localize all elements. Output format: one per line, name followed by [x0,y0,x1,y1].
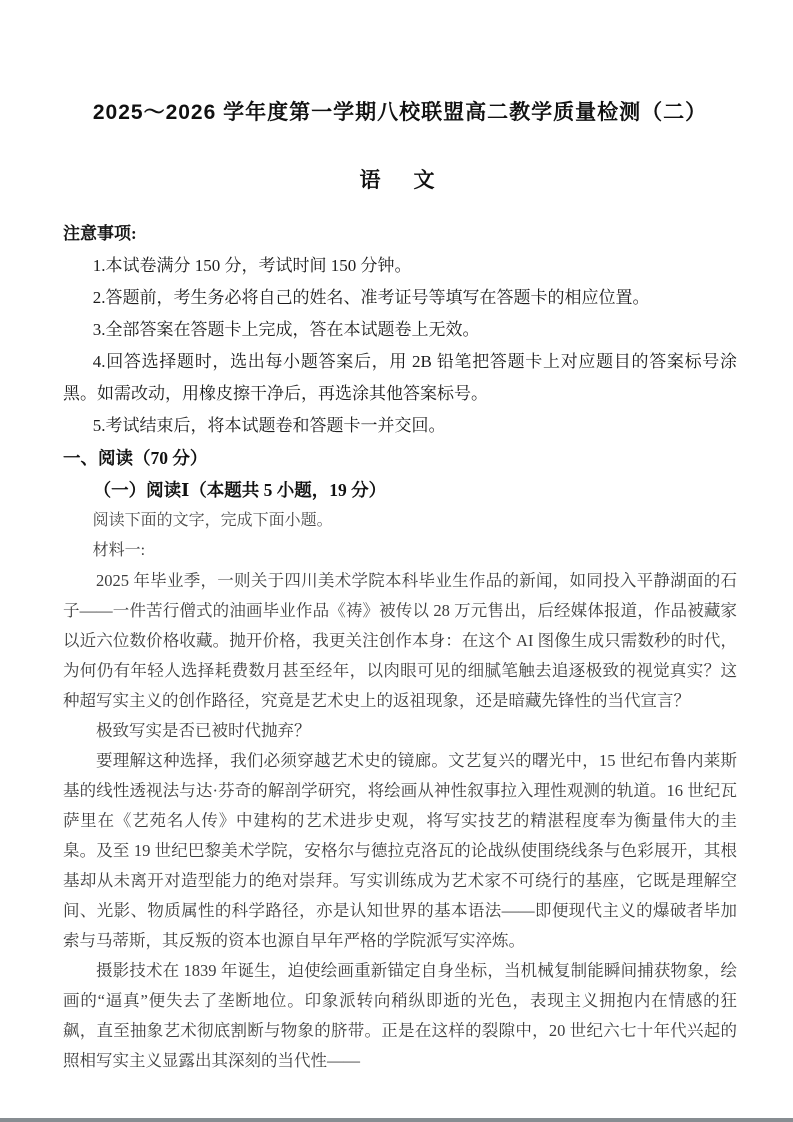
material-paragraph-1: 2025 年毕业季，一则关于四川美术学院本科毕业生作品的新闻，如同投入平静湖面的石子——一件苦行僧式的油画毕业作品《祷》被传以 28 万元售出，后经媒体报道，作品被藏家以近六位数价格收藏。抛开价格，我更关注创作本身：在这个 AI 图像生成只需数秒的时代，为何仍有年轻人选择耗费数月甚至经年，以肉眼可见的细腻笔触去追逐极致的视觉真实？这种超写实主义的创作路径，究竟是艺术史上的返祖现象，还是暗藏先锋性的当代宣言？ [63,571,737,710]
notice-heading: 注意事项: [63,224,137,243]
notice-item-3: 3.全部答案在答题卡上完成，答在本试题卷上无效。 [92,320,480,339]
material-paragraph-4: 摄影技术在 1839 年诞生，迫使绘画重新锚定自身坐标，当机械复制能瞬间捕获物象，绘画的“逼真”便失去了垄断地位。印象派转向稍纵即逝的光色，表现主义拥抱内在情感的狂飙，直至抽象艺术彻底割断与物象的脐带。正是在这样的裂隙中，20 世纪六七十年代兴起的照相写实主义显露出其深刻的当代性—— [63,961,737,1070]
section-heading-reading: 一、阅读（70 分） [63,448,208,468]
material-paragraph-3: 要理解这种选择，我们必须穿越艺术史的镜廊。文艺复兴的曙光中，15 世纪布鲁内莱斯基的线性透视法与达·芬奇的解剖学研究，将绘画从神性叙事拉入理性观测的轨道。16 世纪瓦萨里在《艺苑名人传》中建构的艺术进步史观，将写实技艺的精湛程度奉为衡量伟大的圭臬。及至 19 世纪巴黎美术学院，安格尔与德拉克洛瓦的论战纵使围绕线条与色彩展开，其根基却从未离开对造型能力的绝对崇拜。写实训练成为艺术家不可绕行的基座，它既是理解空间、光影、物质属性的科学路径，亦是认知世界的基本语法——即便现代主义的爆破者毕加索与马蒂斯，其反叛的资本也源自早年严格的学院派写实淬炼。 [63,751,737,950]
page-title: 2025～2026 学年度第一学期八校联盟高二教学质量检测（二） [92,101,708,124]
subsection-heading-reading-1: （一）阅读Ⅰ（本题共 5 小题，19 分） [93,480,387,500]
material-one-label: 材料一: [92,542,146,559]
material-paragraph-2: 极致写实是否已被时代抛弃？ [96,721,311,740]
notice-item-4: 4.回答选择题时，选出每小题答案后，用 2B 铅笔把答题卡上对应题目的答案标号涂黑。如需改动，用橡皮擦干净后，再选涂其他答案标号。 [63,352,737,403]
subject-title: 语 文 [359,169,441,192]
notice-item-5: 5.考试结束后，将本试题卷和答题卡一并交回。 [92,416,446,435]
page-bottom-edge [0,1118,793,1122]
notice-item-1: 1.本试卷满分 150 分，考试时间 150 分钟。 [92,256,412,275]
reading-instruction: 阅读下面的文字，完成下面小题。 [92,512,333,529]
notice-item-2: 2.答题前，考生务必将自己的姓名、准考证号等填写在答题卡的相应位置。 [92,288,650,307]
